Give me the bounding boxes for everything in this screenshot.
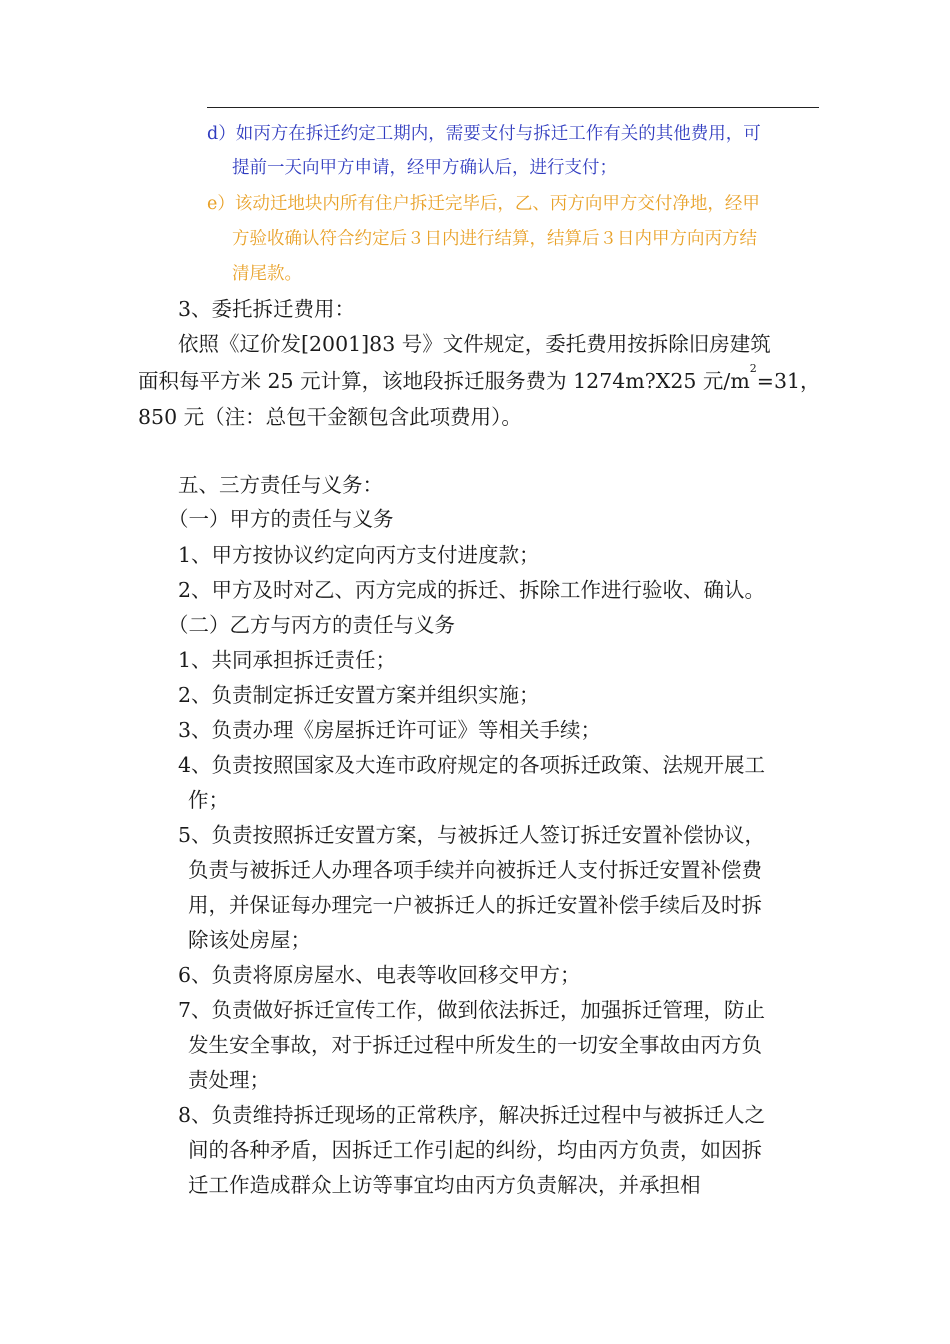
sec5-b5-line2: 负责与被拆迁人办理各项手续并向被拆迁人支付拆迁安置补偿费: [188, 858, 762, 882]
sec5-b7-line2: 发生安全事故，对于拆迁过程中所发生的一切安全事故由丙方负: [188, 1033, 762, 1057]
item-d-line2: 提前一天向甲方申请，经甲方确认后，进行支付；: [232, 158, 617, 178]
sec3-line2-post: =31，: [756, 369, 821, 393]
sec5-heading: 五、三方责任与义务：: [178, 473, 383, 497]
sec5-b7-line1: 7、负责做好拆迁宣传工作，做到依法拆迁，加强拆迁管理，防止: [178, 998, 766, 1022]
sec5-b8-line2: 间的各种矛盾，因拆迁工作引起的纠纷，均由丙方负责，如因拆: [188, 1138, 762, 1162]
sec5-b6: 6、负责将原房屋水、电表等收回移交甲方；: [178, 963, 581, 987]
sec5-b5-line3: 用，并保证每办理完一户被拆迁人的拆迁安置补偿手续后及时拆: [188, 893, 762, 917]
sec5-b4-line1: 4、负责按照国家及大连市政府规定的各项拆迁政策、法规开展工: [178, 753, 766, 777]
sec3-line2-pre: 面积每平方米 25 元计算，该地段拆迁服务费为 1274m?X25 元/m: [138, 369, 750, 393]
sec5-b2: 2、负责制定拆迁安置方案并组织实施；: [178, 683, 540, 707]
sec5-sub2: （二）乙方与丙方的责任与义务: [168, 613, 455, 637]
item-d-line1: d）如丙方在拆迁约定工期内，需要支付与拆迁工作有关的其他费用，可: [207, 124, 761, 144]
sec5-b4-line2: 作；: [188, 788, 229, 812]
sec5-b3: 3、负责办理《房屋拆迁许可证》等相关手续；: [178, 718, 602, 742]
item-e-line3: 清尾款。: [232, 264, 302, 284]
sec5-sub1: （一）甲方的责任与义务: [168, 507, 394, 531]
sec5-b8-line3: 迁工作造成群众上访等事宜均由丙方负责解决，并承担相: [188, 1173, 701, 1197]
sec3-line2-sup: 2: [749, 362, 757, 375]
sec3-line2: [138, 364, 821, 394]
sec5-a1: 1、甲方按协议约定向丙方支付进度款；: [178, 543, 540, 567]
sec3-line3: 850 元（注：总包干金额包含此项费用）。: [138, 405, 522, 429]
sec5-b8-line1: 8、负责维持拆迁现场的正常秩序，解决拆迁过程中与被拆迁人之: [178, 1103, 766, 1127]
sec5-a2: 2、甲方及时对乙、丙方完成的拆迁、拆除工作进行验收、确认。: [178, 578, 766, 602]
item-e-line1: e）该动迁地块内所有住户拆迁完毕后，乙、丙方向甲方交付净地，经甲: [207, 194, 760, 214]
item-e-line2: 方验收确认符合约定后３日内进行结算，结算后３日内甲方向丙方结: [232, 229, 757, 249]
sec5-b7-line3: 责处理；: [188, 1068, 270, 1092]
sec3-line1: 依照《辽价发[2001]83 号》文件规定，委托费用按拆除旧房建筑: [178, 332, 771, 356]
sec5-b1: 1、共同承担拆迁责任；: [178, 648, 397, 672]
sec3-heading: 3、委托拆迁费用：: [178, 297, 356, 321]
sec5-b5-line1: 5、负责按照拆迁安置方案，与被拆迁人签订拆迁安置补偿协议，: [178, 823, 766, 847]
header-rule: [207, 107, 819, 108]
sec5-b5-line4: 除该处房屋；: [188, 928, 311, 952]
